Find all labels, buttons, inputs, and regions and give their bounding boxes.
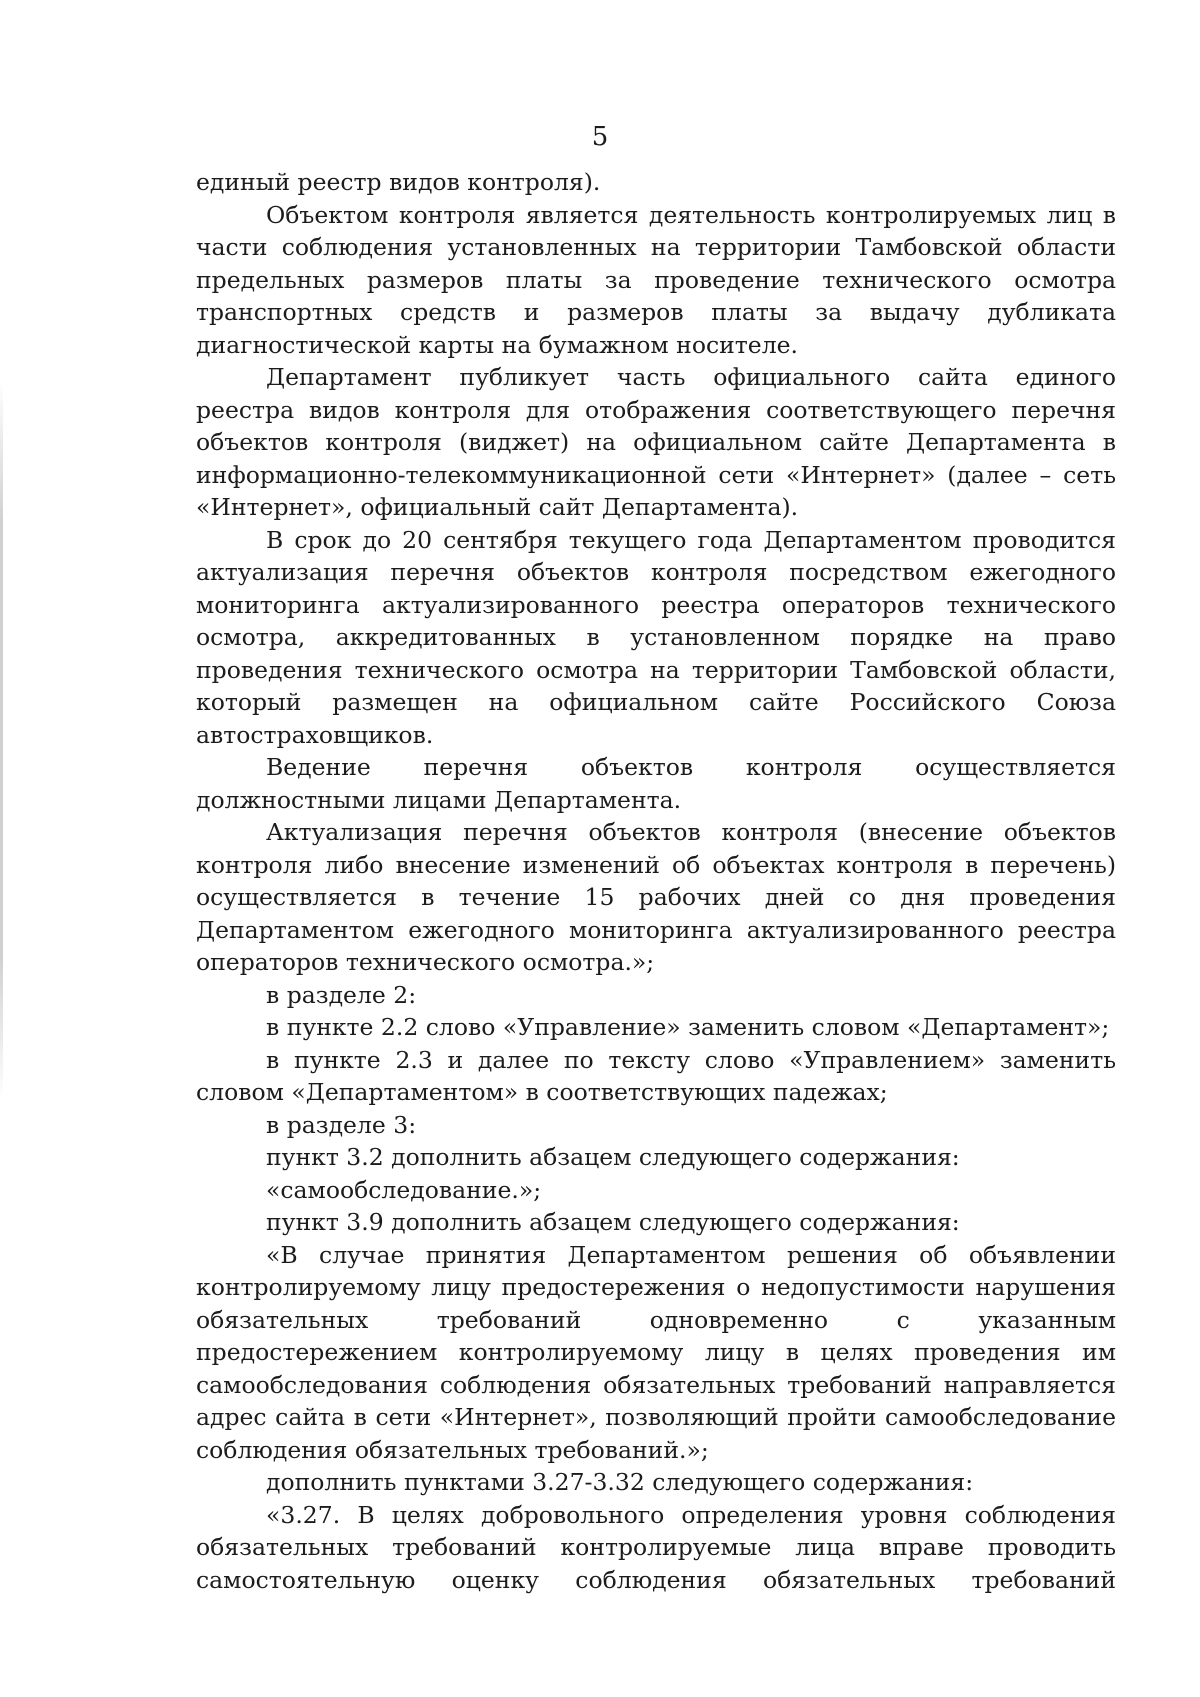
paragraph-add-items: дополнить пунктами 3.27-3.32 следующего содержания: <box>266 1468 974 1496</box>
page-number: 5 <box>591 122 609 152</box>
paragraph-item-2-3: в пункте 2.3 и далее по тексту слово «Управлением» заменить словом «Департаментом» в соответствующих падежах; <box>196 1045 1116 1106</box>
paragraph-list-maintenance: Ведение перечня объектов контроля осуществляется должностными лицами Департамента. <box>196 753 1116 814</box>
paragraph-item-3-9: пункт 3.9 дополнить абзацем следующего содержания: <box>266 1208 960 1236</box>
paragraph-actualization-deadline: В срок до 20 сентября текущего года Департаментом проводится актуализация перечня объектов контроля посредством ежегодного мониторинга актуализированного реестра операторов технического осмотра, аккредитованных в установленном порядке на право проведения технического осмотра на территории Тамбовской области, который размещен на официальном сайте Российского Союза автостраховщиков. <box>196 525 1116 749</box>
paragraph-self-examination: «самообследование.»; <box>266 1175 542 1204</box>
paragraph-item-3-2: пункт 3.2 дополнить абзацем следующего содержания: <box>266 1143 960 1171</box>
paragraph-warning-case: «В случае принятия Департаментом решения об объявлении контролируемому лицу предостережения о недопустимости нарушения обязательных требований одновременно с указанным предостережением контролируемому лицу в целях проведения им самообследования соблюдения обязательных требований направляется адрес сайта в сети «Интернет», позволяющий пройти самообследование соблюдения обязательных требований.»; <box>196 1240 1116 1464</box>
paragraph-item-2-2: в пункте 2.2 слово «Управление» заменить словом «Департамент»; <box>266 1013 1110 1041</box>
paragraph-control-object: Объектом контроля является деятельность контролируемых лиц в части соблюдения установленных на территории Тамбовской области предельных размеров платы за проведение технического осмотра транспортных средств и размеров платы за выдачу дубликата диагностической карты на бумажном носителе. <box>196 200 1116 359</box>
paragraph-continuation: единый реестр видов контроля). <box>196 168 601 196</box>
scan-edge-shadow <box>0 380 3 1100</box>
document-body <box>196 166 1116 1596</box>
paragraph-item-3-27: «3.27. В целях добровольного определения уровня соблюдения обязательных требований контролируемые лица вправе проводить самостоятельную оценку соблюдения обязательных требований <box>196 1500 1116 1594</box>
paragraph-section-2: в разделе 2: <box>266 980 417 1009</box>
paragraph-section-3: в разделе 3: <box>266 1110 417 1139</box>
paragraph-widget: Департамент публикует часть официального сайта единого реестра видов контроля для отображения соответствующего перечня объектов контроля (виджет) на официальном сайте Департамента в информационно-телекоммуникационной сети «Интернет» (далее – сеть «Интернет», официальный сайт Департамента). <box>196 363 1116 521</box>
paragraph-actualization-period: Актуализация перечня объектов контроля (внесение объектов контроля либо внесение изменений об объектах контроля в перечень) осуществляется в течение 15 рабочих дней со дня проведения Департаментом ежегодного мониторинга актуализированного реестра операторов технического осмотра.»; <box>196 818 1116 976</box>
